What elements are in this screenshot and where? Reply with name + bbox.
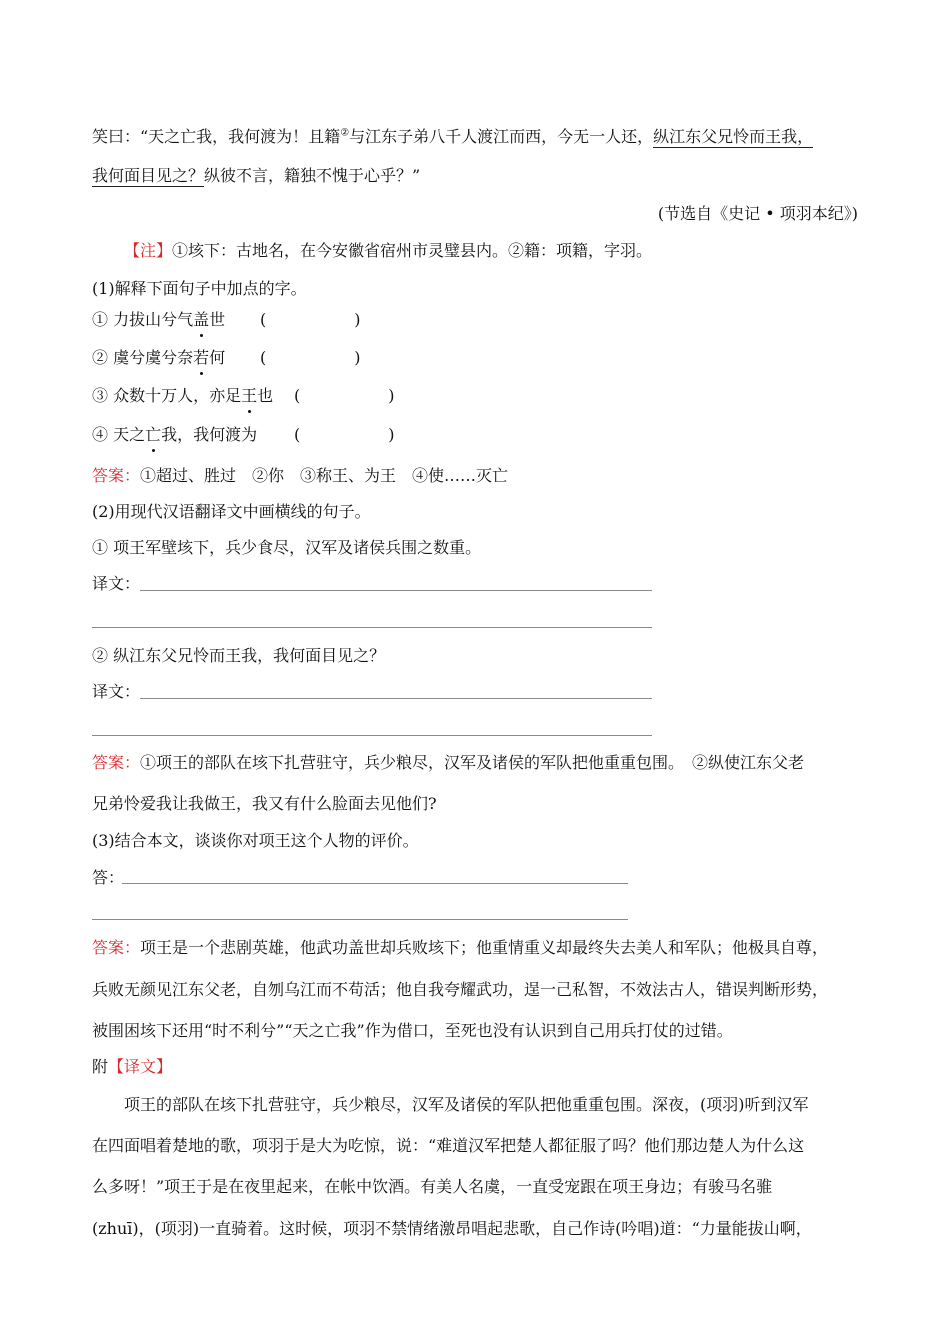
answer-text: ①超过、胜过 ②你 ③称王、为王 ④使……灭亡	[140, 466, 509, 485]
q1-title: (1)解释下面句子中加点的字。	[92, 279, 307, 298]
answer-label: 答案：	[92, 938, 141, 957]
q3-answer-line-3: 被围困垓下还用“时不利兮”“天之亡我”作为借口，至死也没有认识到自己用兵打仗的过错。	[92, 1021, 733, 1040]
paren-open: (	[260, 348, 267, 367]
q1-item-4	[92, 424, 257, 446]
footnote-marker: ②	[340, 127, 350, 139]
source-citation: (节选自《史记 • 项羽本纪》)	[657, 204, 858, 223]
item-text: 何	[209, 348, 226, 367]
item-text: 世	[209, 310, 226, 329]
underlined-sentence: 纵江东父兄怜而王我，	[653, 127, 814, 146]
passage-text: 纵彼不言，籍独不愧于心乎？”	[204, 166, 421, 185]
underlined-sentence: 我何面目见之？	[92, 166, 205, 185]
translation-line-2: 在四面唱着楚地的歌，项羽于是大为吃惊，说：“难道汉军把楚人都征服了吗？他们那边楚人为什么这	[92, 1136, 805, 1155]
q3-title: (3)结合本文，谈谈你对项王这个人物的评价。	[92, 831, 419, 850]
paren-close: )	[388, 386, 395, 405]
q2-answer-line-1	[92, 752, 804, 774]
item-text: ② 虞兮虞兮奈	[92, 348, 194, 367]
q2-sentence-1: ① 项王军壁垓下，兵少食尽，汉军及诸侯兵围之数重。	[92, 538, 482, 557]
q2-translation-prompt-1: 译文：	[92, 574, 141, 593]
translation-label: 【译文】	[108, 1057, 173, 1076]
passage-text: 笑曰：“天之亡我，我何渡为！且籍	[92, 127, 341, 146]
passage-line-2	[92, 165, 420, 187]
translation-heading	[92, 1056, 172, 1078]
dotted-char: 盖	[193, 310, 210, 329]
passage-line-1	[92, 126, 813, 148]
q3-answer-line-1	[92, 937, 828, 959]
item-text: 我，我何渡为	[161, 425, 258, 444]
q3-answer-line-2: 兵败无颜见江东父老，自刎乌江而不苟活；他自我夸耀武功，逞一己私智，不效法古人，错误判断形势，	[92, 980, 829, 999]
q2-answer-line-2: 兄弟怜爱我让我做王，我又有什么脸面去见他们?	[92, 794, 437, 813]
dotted-char: 王	[241, 386, 258, 405]
item-text: ① 力拔山兮气	[92, 310, 194, 329]
q1-item-4-blank	[294, 424, 395, 446]
q2-sentence-2: ② 纵江东父兄怜而王我，我何面目见之？	[92, 646, 386, 665]
dotted-char: 若	[193, 348, 210, 367]
item-text: ④ 天之	[92, 425, 146, 444]
note-text: ①垓下：古地名，在今安徽省宿州市灵璧县内。②籍：项籍，字羽。	[172, 241, 653, 260]
answer-text: 项王是一个悲剧英雄，他武功盖世却兵败垓下；他重情重义却最终失去美人和军队；他极具自尊，	[140, 938, 829, 957]
answer-line[interactable]	[122, 883, 628, 884]
answer-label: 答案：	[92, 753, 141, 772]
q1-answer	[92, 465, 508, 487]
paren-close: )	[354, 348, 361, 367]
paren-close: )	[354, 310, 361, 329]
q3-answer-prompt: 答：	[92, 868, 125, 887]
answer-line[interactable]	[92, 627, 652, 628]
q1-item-3-blank	[294, 385, 395, 407]
q2-translation-prompt-2: 译文：	[92, 682, 141, 701]
dotted-char: 亡	[145, 425, 162, 444]
answer-line[interactable]	[140, 590, 652, 591]
q1-item-2	[92, 347, 225, 369]
item-text: ③ 众数十万人，亦足	[92, 386, 242, 405]
note	[124, 240, 652, 262]
q1-item-1-blank	[260, 309, 361, 331]
answer-label: 答案：	[92, 466, 141, 485]
q1-item-2-blank	[260, 347, 361, 369]
q1-item-1	[92, 309, 225, 331]
answer-line[interactable]	[140, 698, 652, 699]
item-text: 也	[257, 386, 274, 405]
answer-text: ①项王的部队在垓下扎营驻守，兵少粮尽，汉军及诸侯的军队把他重重包围。 ②纵使江东父老	[140, 753, 805, 772]
answer-line[interactable]	[92, 919, 628, 920]
paren-open: (	[294, 425, 301, 444]
translation-prefix: 附	[92, 1057, 109, 1076]
q2-title: (2)用现代汉语翻译文中画横线的句子。	[92, 502, 371, 521]
translation-line-1: 项王的部队在垓下扎营驻守，兵少粮尽，汉军及诸侯的军队把他重重包围。深夜，(项羽)听到汉军	[124, 1095, 809, 1114]
note-label: 【注】	[124, 241, 173, 260]
paren-close: )	[388, 425, 395, 444]
paren-open: (	[260, 310, 267, 329]
q1-item-3	[92, 385, 273, 407]
passage-text: 与江东子弟八千人渡江而西，今无一人还，	[349, 127, 654, 146]
translation-line-4: (zhuī)，(项羽)一直骑着。这时候，项羽不禁情绪激昂唱起悲歌，自己作诗(吟唱)道：“力量能拔山啊，	[92, 1219, 812, 1238]
paren-open: (	[294, 386, 301, 405]
answer-line[interactable]	[92, 735, 652, 736]
translation-line-3: 么多呀！”项王于是在夜里起来，在帐中饮酒。有美人名虞，一直受宠跟在项王身边；有骏马名骓	[92, 1177, 773, 1196]
